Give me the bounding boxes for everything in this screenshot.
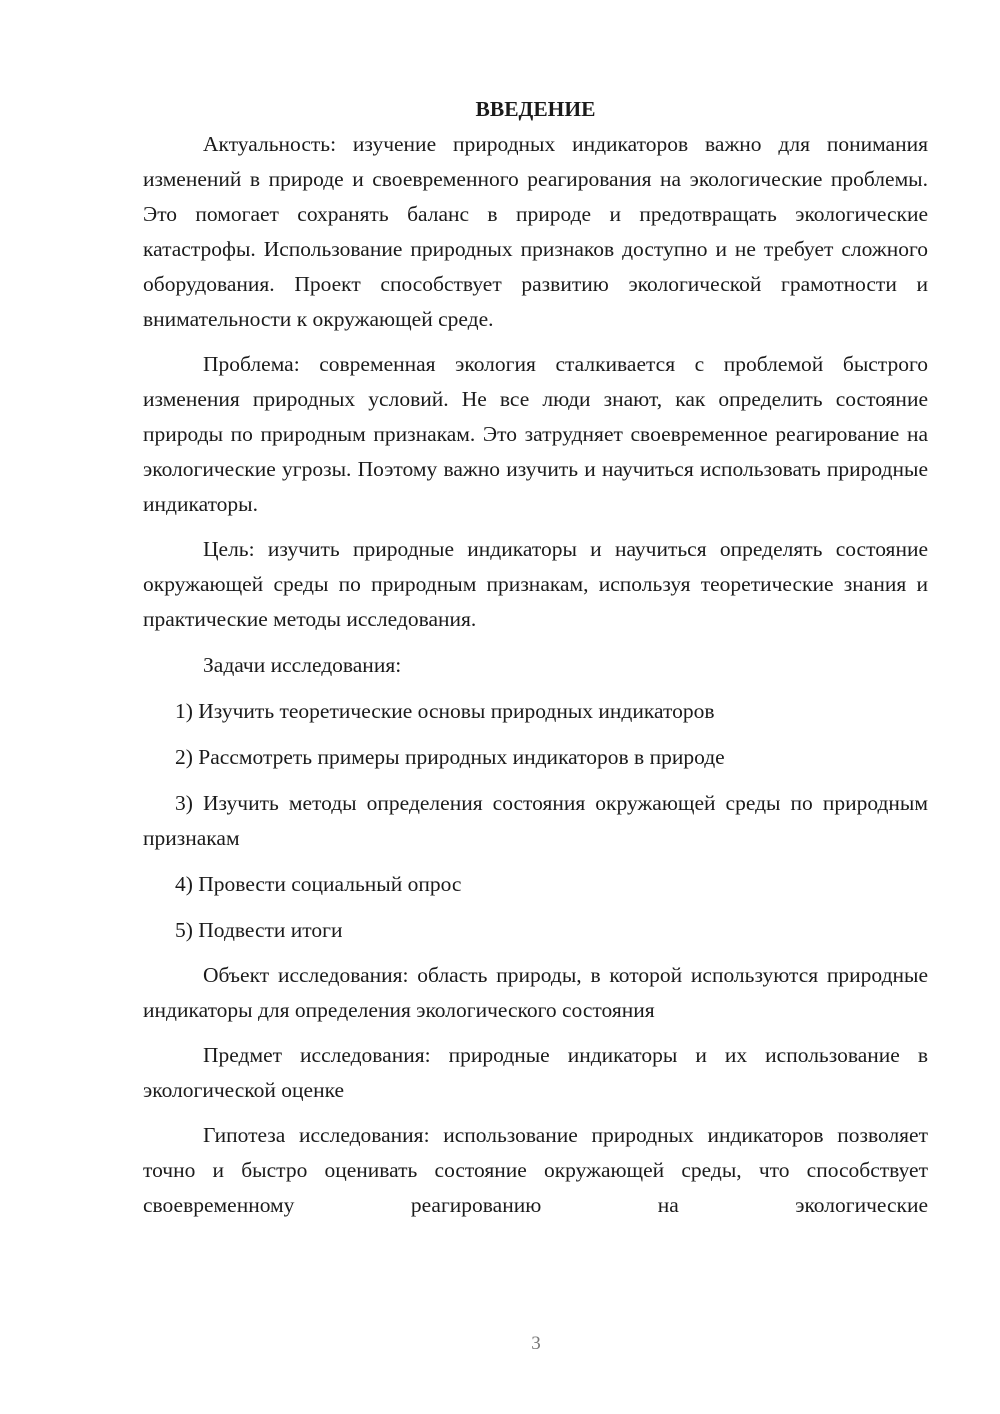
paragraph-hypothesis: Гипотеза исследования: использование природных индикаторов позволяет точно и быстро оценивать состояние окружающей среды, что способствует своевременному реагированию на экологические xyxy=(143,1123,928,1217)
task-item-5: 5) Подвести итоги xyxy=(175,918,343,942)
paragraph-object: Объект исследования: область природы, в которой используются природные индикаторы для определения экологического состояния xyxy=(143,963,928,1022)
page-number: 3 xyxy=(531,1333,541,1354)
tasks-heading: Задачи исследования: xyxy=(203,653,402,677)
task-item-1: 1) Изучить теоретические основы природных индикаторов xyxy=(175,699,715,723)
task-item-2: 2) Рассмотреть примеры природных индикаторов в природе xyxy=(175,745,725,769)
page-title: ВВЕДЕНИЕ xyxy=(475,97,596,121)
task-item-4: 4) Провести социальный опрос xyxy=(175,872,462,896)
document-page xyxy=(143,92,928,1223)
paragraph-problem: Проблема: современная экология сталкивается с проблемой быстрого изменения природных условий. Не все люди знают, как определить состояние природы по природным признакам. Это затрудняет своевременное реагирование на экологические угрозы. Поэтому важно изучить и научиться использовать природные индикаторы. xyxy=(143,352,928,516)
paragraph-subject: Предмет исследования: природные индикаторы и их использование в экологической оценке xyxy=(143,1043,928,1102)
paragraph-goal: Цель: изучить природные индикаторы и научиться определять состояние окружающей среды по природным признакам, используя теоретические знания и практические методы исследования. xyxy=(143,537,928,631)
task-item-3: 3) Изучить методы определения состояния окружающей среды по природным признакам xyxy=(143,791,928,850)
paragraph-relevance: Актуальность: изучение природных индикаторов важно для понимания изменений в природе и своевременного реагирования на экологические проблемы. Это помогает сохранять баланс в природе и предотвращать экологические катастрофы. Использование природных признаков доступно и не требует сложного оборудования. Проект способствует развитию экологической грамотности и внимательности к окружающей среде. xyxy=(143,132,928,331)
